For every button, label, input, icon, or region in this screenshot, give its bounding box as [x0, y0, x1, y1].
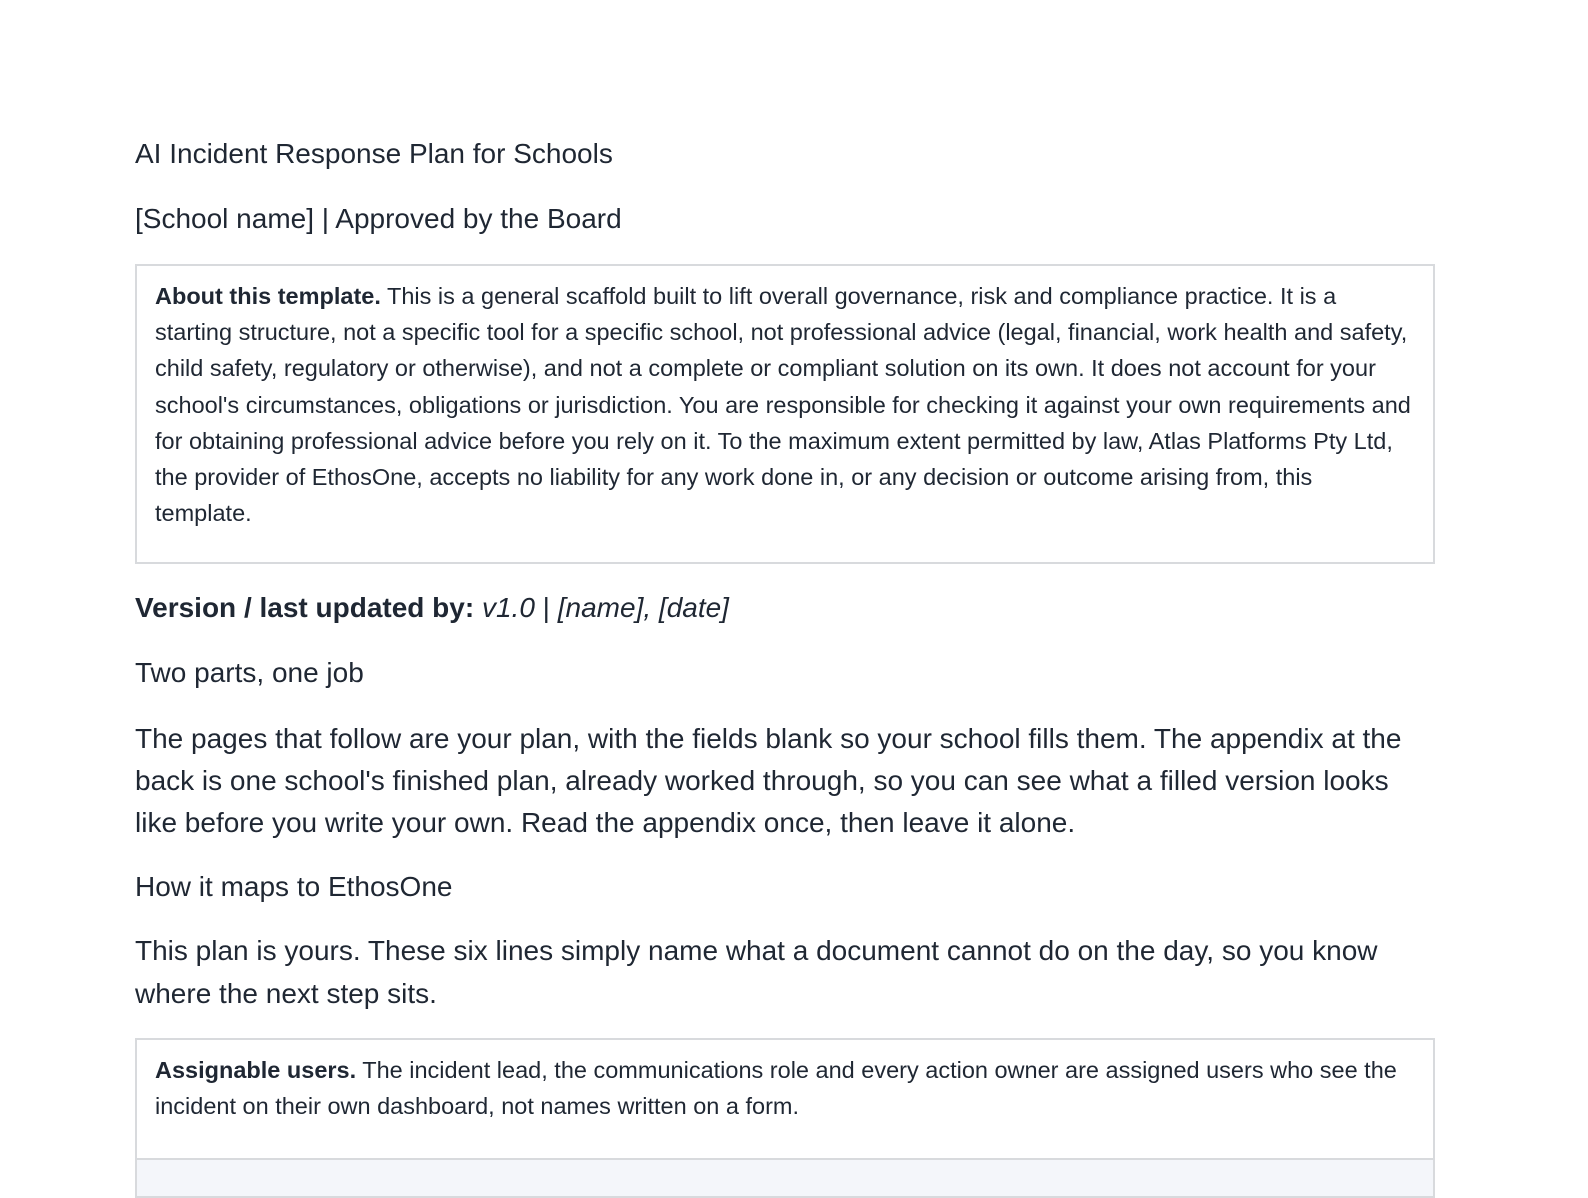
assignable-users-text: The incident lead, the communications role and every action owner are assigned users who see the incident on their own dashboard, not names written on a form.: [155, 1057, 1397, 1120]
about-template-text: This is a general scaffold built to lift overall governance, risk and compliance practice. It is a starting structure, not a specific tool for a specific school, not professional advice (legal, financial, work health and safety, child safety, regulatory or otherwise), and not a complete or compliant solution on its own. It does not account for your school's circumstances, obligations or jurisdiction. You are responsible for checking it against your own requirements and for obtaining professional advice before you rely on it. To the maximum extent permitted by law, Atlas Platforms Pty Ltd, the provider of EthosOne, accepts no liability for any work done in, or any decision or outcome arising from, this template.: [155, 283, 1411, 527]
document-title: AI Incident Response Plan for Schools: [135, 138, 613, 169]
next-table-row: [135, 1158, 1435, 1198]
two-parts-heading: Two parts, one job: [135, 657, 364, 688]
maps-heading: How it maps to EthosOne: [135, 871, 453, 902]
maps-paragraph: This plan is yours. These six lines simply name what a document cannot do on the day, so you know where the next step sits.: [135, 935, 1378, 1009]
version-line: [135, 590, 729, 626]
version-name-date: [name], [date]: [557, 592, 729, 623]
two-parts-paragraph: The pages that follow are your plan, with the fields blank so your school fills them. The appendix at the back is one school's finished plan, already worked through, so you can see what a filled version looks like before you write your own. Read the appendix once, then leave it alone.: [135, 723, 1402, 838]
version-number: v1.0: [481, 592, 535, 623]
version-label: Version / last updated by:: [135, 592, 475, 623]
assignable-users-label: Assignable users.: [155, 1057, 357, 1083]
about-template-label: About this template.: [155, 283, 381, 309]
assignable-users-callout: [135, 1038, 1435, 1162]
about-template-callout: [135, 264, 1435, 564]
document-subtitle: [School name] | Approved by the Board: [135, 203, 622, 234]
version-separator: |: [534, 592, 558, 623]
